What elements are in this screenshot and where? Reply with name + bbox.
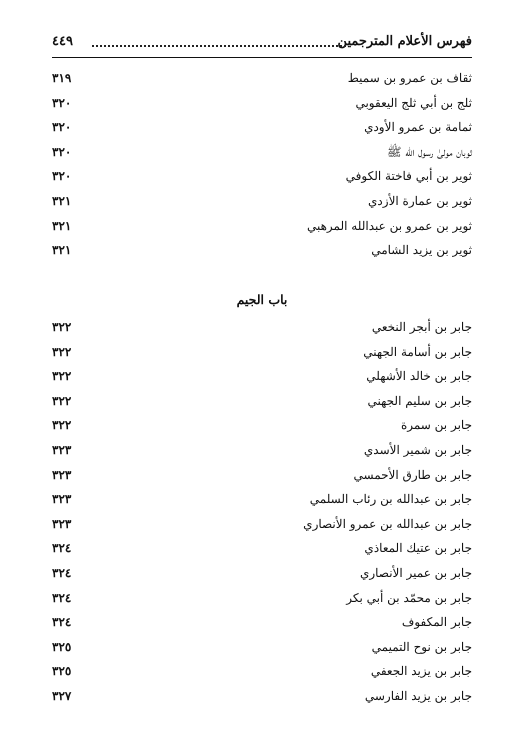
index-entry xyxy=(52,514,472,539)
entry-page-number: ٣٢٢ xyxy=(52,320,72,334)
index-entry xyxy=(52,440,472,465)
index-entry xyxy=(52,686,472,711)
entry-name: جابر بن أبجر النخعي xyxy=(371,320,472,334)
entry-page-number: ٣٢٠ xyxy=(52,144,72,159)
index-entry xyxy=(52,489,472,514)
entry-name: ثمامة بن عمرو الأودي xyxy=(364,120,472,135)
index-entry xyxy=(52,117,472,142)
index-list-tha xyxy=(52,68,472,265)
index-entry xyxy=(52,637,472,662)
entry-name: ثلج بن أبي ثلج اليعقوبي xyxy=(355,95,472,110)
entry-page-number: ٣٢٠ xyxy=(52,169,72,184)
entry-name: جابر بن سليم الجهني xyxy=(367,393,472,408)
entry-name: ثوبان مولىٰ رسول الله ﷺ xyxy=(387,144,472,159)
index-entry xyxy=(52,563,472,588)
entry-page-number: ٣٢١ xyxy=(52,218,72,233)
entry-page-number: ٣١٩ xyxy=(52,71,72,85)
entry-name: جابر بن خالد الأشهلي xyxy=(366,369,472,384)
entry-name: جابر بن عبدالله بن عمرو الأنصاري xyxy=(303,516,472,531)
entry-page-number: ٣٢٤ xyxy=(52,541,72,556)
header-page-number: ٤٤٩ xyxy=(52,34,73,49)
index-entry xyxy=(52,142,472,167)
entry-name: جابر بن سمرة xyxy=(400,418,472,433)
index-entry xyxy=(52,166,472,191)
entry-page-number: ٣٢٤ xyxy=(52,615,72,630)
entry-name: جابر بن يزيد الجعفي xyxy=(370,664,472,679)
index-entry xyxy=(52,240,472,265)
entry-page-number: ٣٢٣ xyxy=(52,492,72,507)
index-entry xyxy=(52,317,472,342)
index-entry xyxy=(52,415,472,440)
entry-name: ثوير بن عمرو بن عبدالله المرهبي xyxy=(306,218,472,233)
entry-name: جابر بن محمّد بن أبي بكر xyxy=(346,590,472,605)
entry-name: جابر بن نوح التميمي xyxy=(371,639,472,654)
index-entry xyxy=(52,216,472,241)
entry-page-number: ٣٢٣ xyxy=(52,467,72,482)
entry-name: ثوير بن عمارة الأزدي xyxy=(368,193,472,208)
entry-page-number: ٣٢٠ xyxy=(52,120,72,135)
entry-name: جابر بن أسامة الجهني xyxy=(363,344,472,359)
index-entry xyxy=(52,588,472,613)
entry-name: ثقاف بن عمرو بن سميط xyxy=(347,71,472,85)
entry-page-number: ٣٢٢ xyxy=(52,418,72,433)
entry-page-number: ٣٢٤ xyxy=(52,565,72,580)
index-entry xyxy=(52,661,472,686)
entry-name: جابر بن طارق الأحمسي xyxy=(353,467,472,482)
entry-page-number: ٣٢٢ xyxy=(52,344,72,359)
index-entry xyxy=(52,191,472,216)
entry-name: جابر بن عتيك المعاذي xyxy=(364,541,472,556)
entry-page-number: ٣٢٧ xyxy=(52,688,72,703)
entry-page-number: ٣٢٤ xyxy=(52,590,72,605)
index-entry xyxy=(52,366,472,391)
entry-name: جابر بن عبدالله بن رئاب السلمي xyxy=(309,492,472,507)
entry-page-number: ٣٢٥ xyxy=(52,664,72,679)
entry-page-number: ٣٢٢ xyxy=(52,393,72,408)
entry-name: جابر المكفوف xyxy=(401,615,472,630)
index-entry xyxy=(52,391,472,416)
entry-page-number: ٣٢٣ xyxy=(52,516,72,531)
entry-page-number: ٣٢٥ xyxy=(52,639,72,654)
entry-page-number: ٣٢٢ xyxy=(52,369,72,384)
running-header xyxy=(52,33,472,53)
entry-name: جابر بن شمير الأسدي xyxy=(363,442,472,457)
index-entry xyxy=(52,93,472,118)
index-entry xyxy=(52,342,472,367)
entry-page-number: ٣٢٣ xyxy=(52,442,72,457)
index-entry xyxy=(52,465,472,490)
entry-page-number: ٣٢١ xyxy=(52,193,72,208)
entry-page-number: ٣٢٠ xyxy=(52,95,72,110)
section-heading: باب الجيم xyxy=(236,292,288,307)
index-list-jim xyxy=(52,317,472,711)
entry-name: ثوير بن يزيد الشامي xyxy=(371,243,472,258)
entry-page-number: ٣٢١ xyxy=(52,243,72,258)
header-rule xyxy=(52,57,472,58)
index-entry xyxy=(52,612,472,637)
index-entry xyxy=(52,538,472,563)
entry-name: جابر بن يزيد الفارسي xyxy=(364,688,472,703)
header-leader-dots xyxy=(92,45,346,47)
header-title: فهرس الأعلام المترجمين xyxy=(337,34,472,49)
entry-name: ثوير بن أبي فاختة الكوفي xyxy=(345,169,472,184)
entry-name: جابر بن عمير الأنصاري xyxy=(359,565,472,580)
index-entry xyxy=(52,68,472,93)
